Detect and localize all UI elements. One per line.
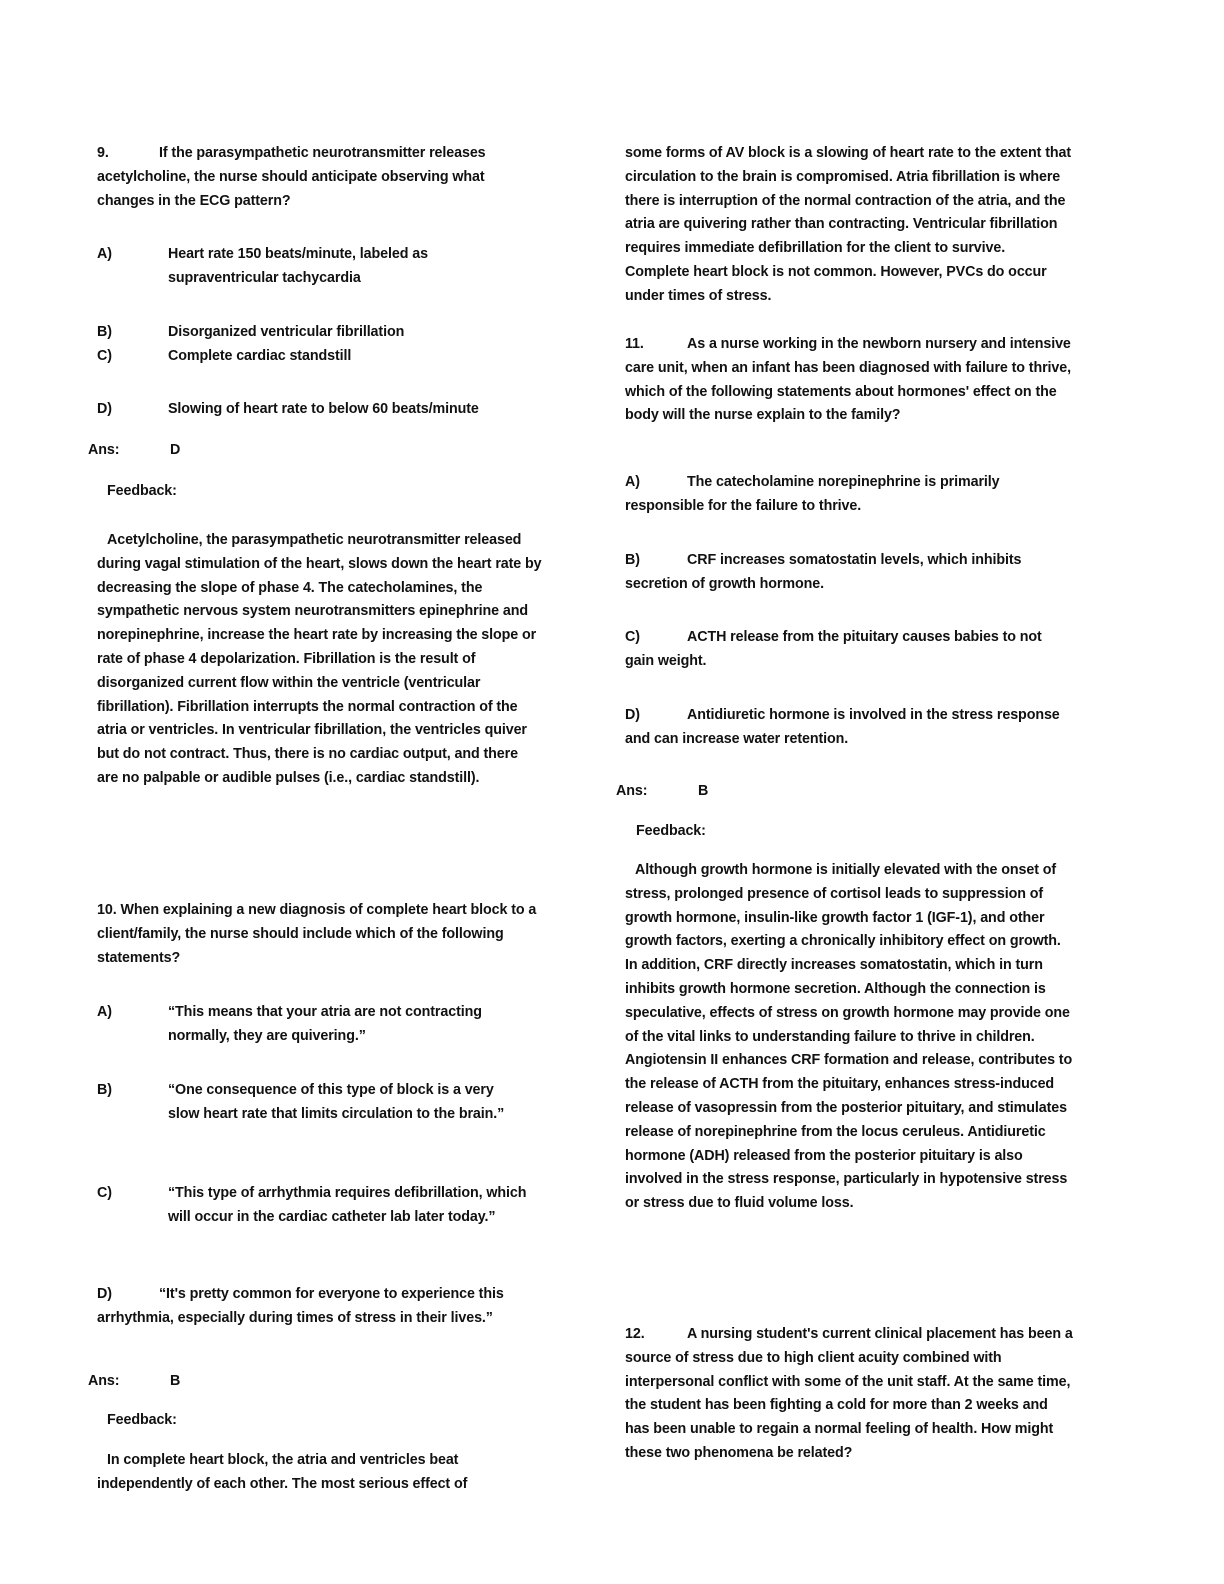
option-label: D) xyxy=(97,1286,112,1302)
option-text: Antidiuretic hormone is involved in the stress response and can increase water retention. xyxy=(625,707,1060,747)
feedback-continuation: some forms of AV block is a slowing of heart rate to the extent that circulation to the brain is compromised. Atria fibrillation is where there is interruption of the normal contraction of the atria, and the atria are quivering rather than contracting. Ventricular fibrillation requires immediate defibrillation for the client to survive. Complete heart block is not common. However, PVCs do occur under times of stress. xyxy=(625,145,1072,304)
answer-value: D xyxy=(170,442,181,458)
option-label: B) xyxy=(97,1082,112,1098)
option-text: “One consequence of this type of block is a very slow heart rate that limits circulation to the brain.” xyxy=(168,1082,505,1122)
question-number: 12. xyxy=(625,1326,645,1342)
option-label: D) xyxy=(97,401,112,417)
option-label: B) xyxy=(625,552,640,568)
option-label: D) xyxy=(625,707,640,723)
question-text: As a nurse working in the newborn nursery and intensive care unit, when an infant has been diagnosed with failure to thrive, which of the following statements about hormones' effect on the body will the nurse explain to the family? xyxy=(625,336,1072,424)
question-text: A nursing student's current clinical placement has been a source of stress due to high client acuity combined with interpersonal conflict with some of the unit staff. At the same time, the student has been fighting a cold for more than 2 weeks and has been unable to regain a normal feeling of health. How might these two phenomena be related? xyxy=(625,1326,1073,1461)
option-text: Complete cardiac standstill xyxy=(168,348,352,364)
answer-label: Ans: xyxy=(88,1373,120,1389)
answer-label: Ans: xyxy=(616,783,648,799)
question-11 xyxy=(625,333,1073,428)
option-text: Disorganized ventricular fibrillation xyxy=(168,324,405,340)
option-text: CRF increases somatostatin levels, which inhibits secretion of growth hormone. xyxy=(625,552,1022,592)
answer-label: Ans: xyxy=(88,442,120,458)
question-12 xyxy=(625,1323,1073,1466)
question-10: 10. When explaining a new diagnosis of complete heart block to a client/family, the nurse should include which of the following statements? xyxy=(97,902,537,966)
option-b xyxy=(625,549,1073,597)
feedback-text: In complete heart block, the atria and ventricles beat independently of each other. The most serious effect of xyxy=(97,1452,468,1492)
option-c xyxy=(625,626,1073,674)
option-label: A) xyxy=(97,1004,112,1020)
option-label: C) xyxy=(97,1185,112,1201)
option-text: ACTH release from the pituitary causes babies to not gain weight. xyxy=(625,629,1042,669)
option-label: A) xyxy=(97,246,112,262)
feedback-label: Feedback: xyxy=(107,483,177,499)
feedback-text: Acetylcholine, the parasympathetic neurotransmitter released during vagal stimulation of the heart, slows down the heart rate by decreasing the slope of phase 4. The catecholamines, the sympathetic nervous system neurotransmitters epinephrine and norepinephrine, increase the heart rate by increasing the slope or rate of phase 4 depolarization. Fibrillation is the result of disorganized current flow within the ventricle (ventricular fibrillation). Fibrillation interrupts the normal contraction of the atria or ventricles. In ventricular fibrillation, the ventricles quiver but do not contract. Thus, there is no cardiac output, and there are no palpable or audible pulses (i.e., cardiac standstill). xyxy=(97,532,542,786)
question-text: If the parasympathetic neurotransmitter releases acetylcholine, the nurse should anticipate observing what changes in the ECG pattern? xyxy=(97,145,486,209)
question-number: 9. xyxy=(97,145,109,161)
option-d xyxy=(625,704,1073,752)
option-text: “This type of arrhythmia requires defibrillation, which will occur in the cardiac catheter lab later today.” xyxy=(168,1185,527,1225)
option-label: C) xyxy=(97,348,112,364)
option-a xyxy=(625,471,1073,519)
feedback-label: Feedback: xyxy=(107,1412,177,1428)
option-d xyxy=(97,1283,542,1331)
option-text: “This means that your atria are not contracting normally, they are quivering.” xyxy=(168,1004,482,1044)
option-label: C) xyxy=(625,629,640,645)
option-label: B) xyxy=(97,324,112,340)
feedback-label: Feedback: xyxy=(636,823,706,839)
option-text: “It's pretty common for everyone to experience this arrhythmia, especially during times of stress in their lives.” xyxy=(97,1286,504,1326)
feedback-text: Although growth hormone is initially elevated with the onset of stress, prolonged presence of cortisol leads to suppression of growth hormone, insulin-like growth factor 1 (IGF-1), and other growth factors, exerting a chronically inhibitory effect on growth. In addition, CRF directly increases somatostatin, which in turn inhibits growth hormone secretion. Although the connection is speculative, effects of stress on growth hormone may provide one of the vital links to understanding failure to thrive in children. Angiotensin II enhances CRF formation and release, contributes to the release of ACTH from the pituitary, enhances stress-induced release of vasopressin from the posterior pituitary, and stimulates release of norepinephrine from the locus ceruleus. Antidiuretic hormone (ADH) released from the posterior pituitary is also involved in the stress response, particularly in hypotensive stress or stress due to fluid volume loss. xyxy=(625,862,1073,1212)
answer-value: B xyxy=(170,1373,181,1389)
question-number: 11. xyxy=(625,336,644,352)
option-label: A) xyxy=(625,474,640,490)
option-text: Heart rate 150 beats/minute, labeled as supraventricular tachycardia xyxy=(168,246,428,286)
answer-value: B xyxy=(698,783,709,799)
option-text: The catecholamine norepinephrine is primarily responsible for the failure to thrive. xyxy=(625,474,1000,514)
question-9 xyxy=(97,142,542,213)
option-text: Slowing of heart rate to below 60 beats/minute xyxy=(168,401,479,417)
